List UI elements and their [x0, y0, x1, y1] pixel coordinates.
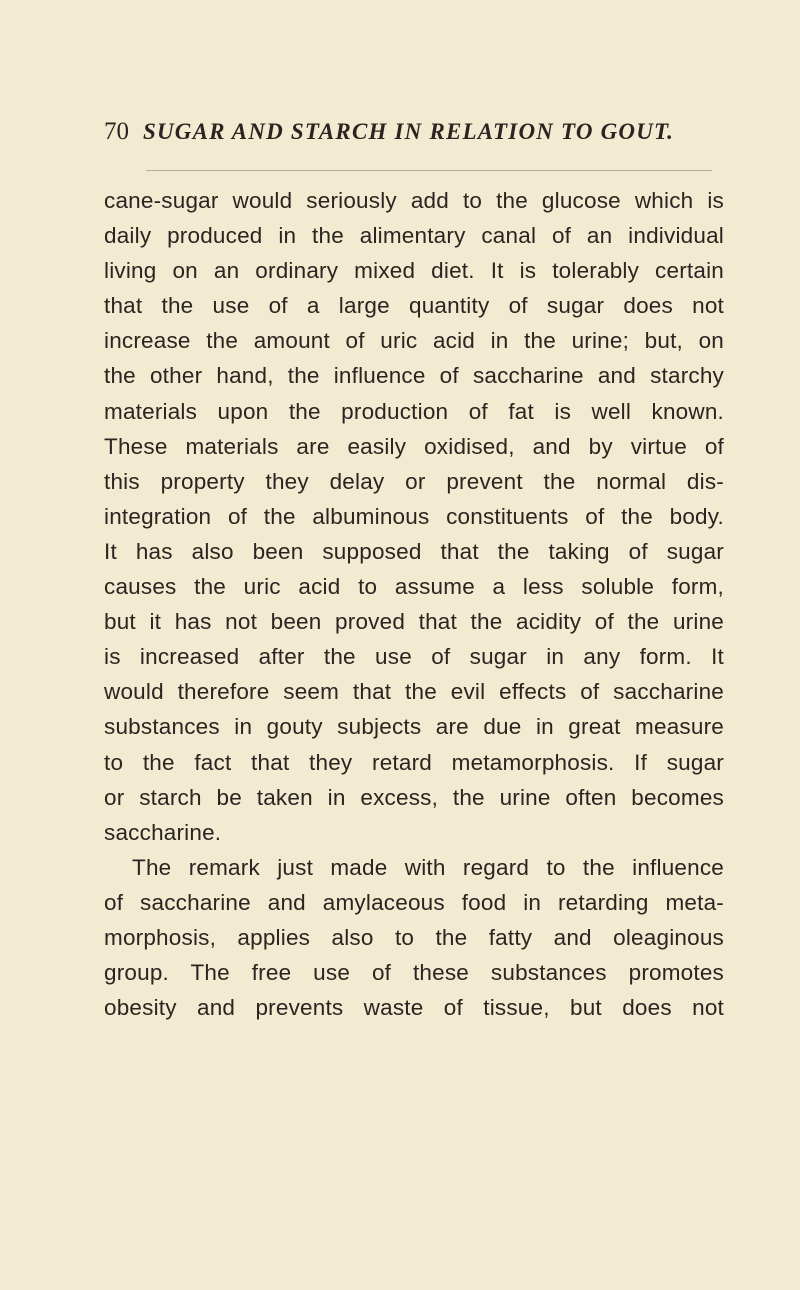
text-line: morphosis, applies also to the fatty and oleaginous — [104, 924, 724, 950]
paragraph — [104, 850, 724, 1025]
text-line: or starch be taken in excess, the urine often becomes — [104, 784, 724, 810]
text-line: saccharine. — [104, 819, 222, 845]
running-head — [104, 118, 724, 152]
text-line: materials upon the production of fat is well known. — [104, 398, 724, 424]
text-line: that the use of a large quantity of sugar does not — [104, 293, 724, 319]
running-title: SUGAR AND STARCH IN RELATION TO GOUT. — [143, 119, 675, 144]
text-line: substances in gouty subjects are due in great measure — [104, 714, 724, 740]
text-line: this property they delay or prevent the normal dis- — [104, 468, 724, 494]
text-line: The remark just made with regard to the influence — [132, 854, 724, 880]
text-line: the other hand, the influence of saccharine and starchy — [104, 363, 724, 389]
page-number: 70 — [104, 118, 129, 145]
text-line: obesity and prevents waste of tissue, but does not — [104, 995, 724, 1021]
text-line: would therefore seem that the evil effects of saccharine — [104, 679, 724, 705]
text-line: but it has not been proved that the acidity of the urine — [104, 609, 724, 635]
text-line: increase the amount of uric acid in the urine; but, on — [104, 328, 724, 354]
text-line: daily produced in the alimentary canal of an individual — [104, 223, 724, 249]
text-line: These materials are easily oxidised, and by virtue of — [104, 433, 724, 459]
text-line: cane-sugar would seriously add to the glucose which is — [104, 188, 724, 213]
body-text — [104, 183, 724, 1183]
text-line: integration of the albuminous constituents of the body. — [104, 503, 724, 529]
header-rule — [146, 170, 712, 171]
text-line: It has also been supposed that the taking of sugar — [104, 538, 724, 564]
text-line: causes the uric acid to assume a less soluble form, — [104, 574, 724, 600]
text-line: living on an ordinary mixed diet. It is tolerably certain — [104, 258, 724, 284]
text-line: is increased after the use of sugar in any form. It — [104, 644, 724, 670]
text-line: to the fact that they retard metamorphosis. If sugar — [104, 749, 724, 775]
paragraph — [104, 183, 724, 850]
text-line: of saccharine and amylaceous food in retarding meta- — [104, 889, 724, 915]
text-line: group. The free use of these substances promotes — [104, 960, 724, 986]
